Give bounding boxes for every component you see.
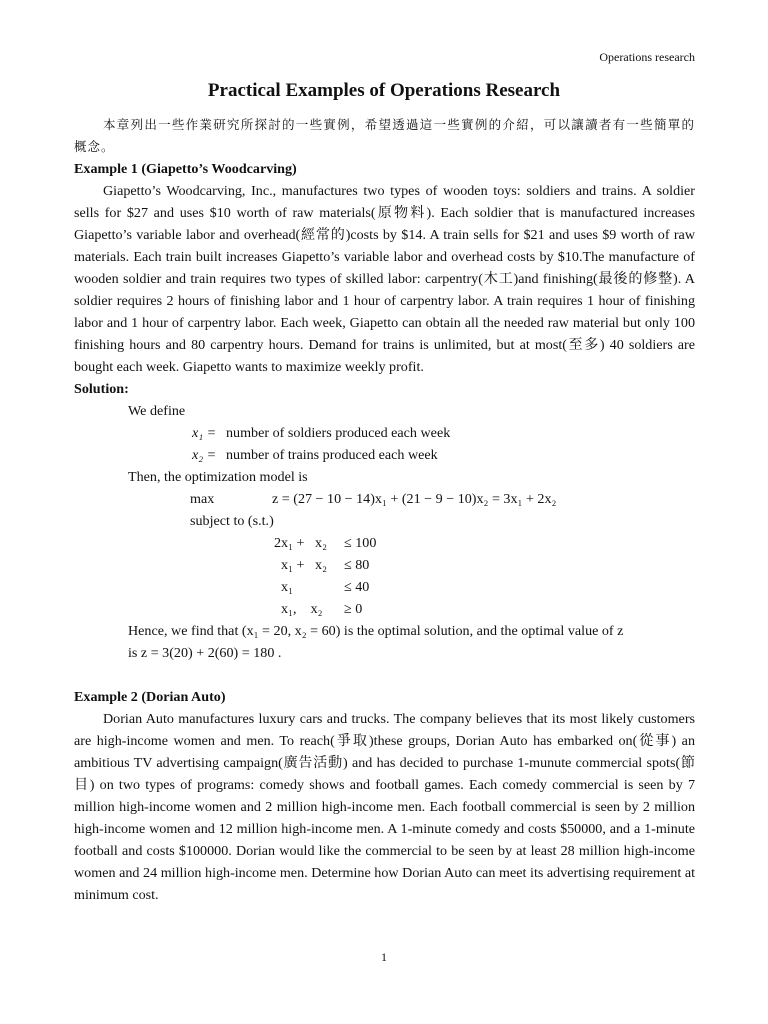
constraint-lhs: x₁ + x₂ — [274, 557, 328, 573]
hence-text: Hence, we find that (x₁ = 20, x₂ = 60) is the optimal solution, and the optimal value of z — [128, 623, 624, 639]
document-body — [74, 114, 695, 906]
page-title: Practical Examples of Operations Research — [207, 80, 561, 101]
definition-row — [74, 422, 695, 444]
definition-description: number of trains produced each week — [226, 447, 438, 463]
objective-function: z = (27 − 10 − 14)x₁ + (21 − 9 − 10)x₂ = 3x₁ + 2x₂ — [272, 491, 557, 507]
objective-row — [74, 488, 695, 510]
solution-heading: Solution: — [74, 381, 129, 397]
constraint-rhs: ≤ 80 — [344, 557, 370, 573]
example1-heading: Example 1 (Giapetto’s Woodcarving) — [74, 161, 297, 177]
constraint-lhs: x₁, x₂ — [274, 601, 323, 617]
max-keyword: max — [190, 491, 215, 507]
constraint-lhs: x₁ — [274, 579, 294, 595]
optimal-value-text: is z = 3(20) + 2(60) = 180 . — [128, 645, 282, 661]
constraint-row — [74, 598, 695, 620]
constraint-row — [74, 554, 695, 576]
constraint-lhs: 2x₁ + x₂ — [274, 535, 328, 551]
example1-paragraph: Giapetto’s Woodcarving, Inc., manufactures two types of wooden toys: soldiers and trains. A soldier sells for $27 and uses $10 worth of raw materials(原物料). Each soldier that is manufactured increases Giapetto’s variable labor and overhead(經常的)costs by $14. A train sells for $21 and uses $9 worth of raw materials. Each train built increases Giapetto’s variable labor and overhead costs by $10.The manufacture of wooden soldier and train requires two types of skilled labor: carpentry(木工)and finishing(最後的修整). A soldier requires 2 hours of finishing labor and 1 hour of carpentry labor. A train requires 1 hour of finishing labor and 1 hour of carpentry labor. Each week, Giapetto can obtain all the needed raw material but only 100 finishing hours and 80 carpentry hours. Demand for trains is unlimited, but at most(至多) 40 soldiers are bought each week. Giapetto wants to maximize weekly profit. — [74, 183, 695, 375]
subject-to-text: subject to (s.t.) — [190, 513, 274, 529]
example2-heading: Example 2 (Dorian Auto) — [74, 689, 226, 705]
definition-row — [74, 444, 695, 466]
constraint-row — [74, 532, 695, 554]
running-header: Operations research — [599, 50, 695, 64]
definition-variable: x₂ = — [192, 447, 217, 463]
definition-variable: x₁ = — [192, 425, 217, 441]
definition-description: number of soldiers produced each week — [226, 425, 451, 441]
page-number: 1 — [381, 950, 387, 964]
constraint-rhs: ≤ 40 — [344, 579, 370, 595]
intro-paragraph: 本章列出一些作業研究所探討的一些實例，希望透過這一些實例的介紹，可以讓讀者有一些簡單的概念。 — [74, 117, 695, 154]
then-text: Then, the optimization model is — [128, 469, 308, 485]
constraint-row — [74, 576, 695, 598]
constraint-rhs: ≥ 0 — [344, 601, 363, 617]
section-spacer — [74, 664, 695, 686]
constraint-rhs: ≤ 100 — [344, 535, 377, 551]
we-define-text: We define — [128, 403, 186, 419]
example2-paragraph: Dorian Auto manufactures luxury cars and trucks. The company believes that its most likely customers are high-income women and men. To reach(爭取)these groups, Dorian Auto has embarked on(從事) an ambitious TV advertising campaign(廣告活動) and has decided to purchase 1-munute commercial spots(節目) on two types of programs: comedy shows and football games. Each comedy commercial is seen by 7 million high-income women and 2 million high-income men. Each football commercial is seen by 2 million high-income women and 12 million high-income men. A 1-minute comedy and costs $50000, and a 1-minute football and costs $100000. Dorian would like the commercial to be seen by at least 28 million high-income women and 24 million high-income men. Determine how Dorian Auto can meet its advertising requirement at minimum cost. — [74, 711, 695, 903]
